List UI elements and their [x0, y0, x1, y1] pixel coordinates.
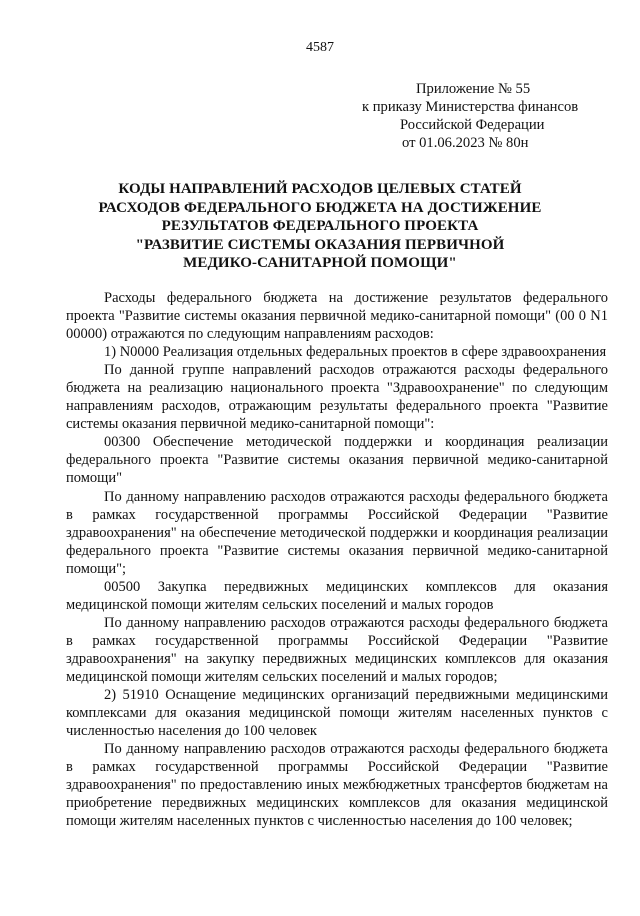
- paragraph-code-00500-description: По данному направлению расходов отражаются расходы федерального бюджета в рамках государственной программы Российской Федерации "Развитие здравоохранения" на закупку передвижных медицинских комплексов для оказания медицинской помощи жителям сельских поселений и малых городов;: [66, 614, 608, 685]
- document-title: [80, 180, 560, 273]
- appendix-header: [340, 80, 590, 152]
- title-line: РЕЗУЛЬТАТОВ ФЕДЕРАЛЬНОГО ПРОЕКТА: [161, 218, 479, 234]
- title-line: МЕДИКО-САНИТАРНОЙ ПОМОЩИ": [183, 255, 457, 271]
- paragraph-intro: Расходы федерального бюджета на достижение результатов федерального проекта "Развитие системы оказания первичной медико-санитарной помощи" (00 0 N1 00000) отражаются по следующим направлениям расходов:: [66, 290, 608, 343]
- appendix-ministry: Российской Федерации: [400, 117, 545, 133]
- paragraph-group-description: По данной группе направлений расходов отражаются расходы федерального бюджета на реализацию национального проекта "Здравоохранение" по следующим направлениям расходов, отражающим результаты федерального проекта "Развитие системы оказания первичной медико-санитарной помощи":: [66, 362, 608, 433]
- title-line: "РАЗВИТИЕ СИСТЕМЫ ОКАЗАНИЯ ПЕРВИЧНОЙ: [135, 236, 505, 253]
- appendix-number: Приложение № 55: [416, 81, 531, 97]
- paragraph-code-00300: 00300 Обеспечение методической поддержки и координация реализации федерального проекта "Развитие системы оказания первичной медико-санитарной помощи": [66, 434, 608, 487]
- document-body: [66, 289, 608, 830]
- title-line: КОДЫ НАПРАВЛЕНИЙ РАСХОДОВ ЦЕЛЕВЫХ СТАТЕЙ: [118, 181, 522, 197]
- paragraph-code-51910-description: По данному направлению расходов отражаются расходы федерального бюджета в рамках государственной программы Российской Федерации "Развитие здравоохранения" по предоставлению иных межбюджетных трансфертов бюджетам на приобретение передвижных медицинских комплексов для оказания медицинской помощи жителям населенных пунктов с численностью населения до 100 человек;: [66, 741, 608, 830]
- title-line: РАСХОДОВ ФЕДЕРАЛЬНОГО БЮДЖЕТА НА ДОСТИЖЕНИЕ: [98, 199, 542, 216]
- appendix-order-date: от 01.06.2023 № 80н: [402, 135, 529, 151]
- appendix-order-ref: к приказу Министерства финансов: [362, 99, 579, 115]
- page-number: 4587: [306, 40, 334, 55]
- paragraph-code-00500: 00500 Закупка передвижных медицинских комплексов для оказания медицинской помощи жителям сельских поселений и малых городов: [66, 578, 608, 613]
- paragraph-item-2: 2) 51910 Оснащение медицинских организаций передвижными медицинскими комплексами для оказания медицинской помощи жителям населенных пунктов с численностью населения до 100 человек: [66, 687, 608, 740]
- paragraph-item-1: 1) N0000 Реализация отдельных федеральных проектов в сфере здравоохранения: [104, 344, 607, 361]
- paragraph-code-00300-description: По данному направлению расходов отражаются расходы федерального бюджета в рамках государственной программы Российской Федерации "Развитие здравоохранения" на обеспечение методической поддержки и координация реализации федерального проекта "Развитие системы оказания первичной медико-санитарной помощи";: [66, 488, 608, 577]
